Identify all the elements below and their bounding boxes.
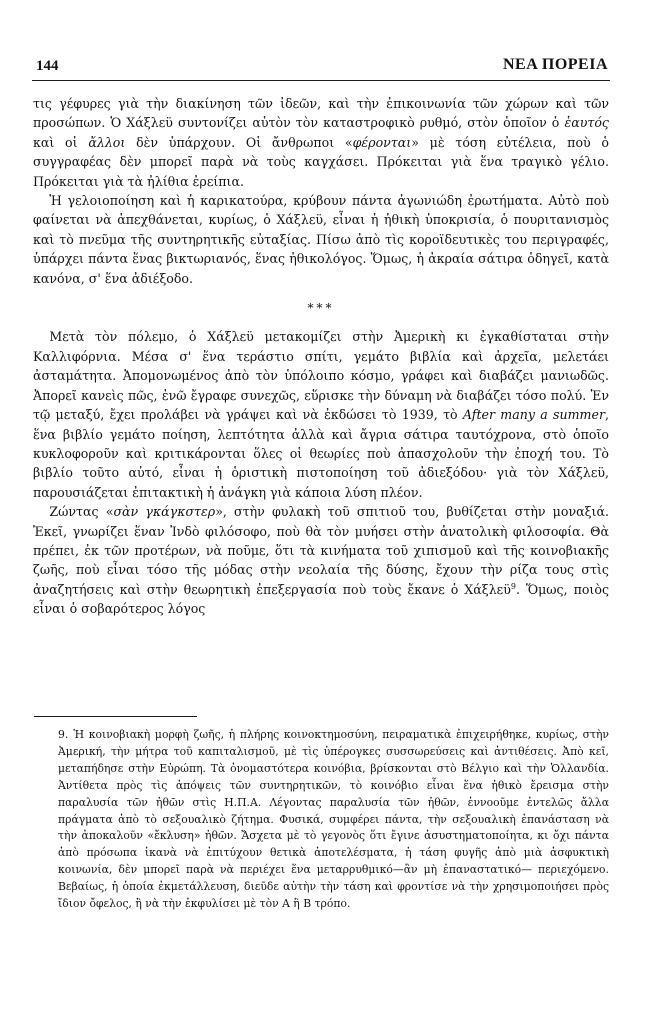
paragraph-text: . Ὅμως, ποιὸς εἶναι ὁ σοβαρότερος λόγος bbox=[33, 581, 609, 617]
paragraph-text: δὲν ὑπάρχουν. Οἱ ἄνθρωποι « bbox=[125, 134, 353, 150]
page-number: 144 bbox=[36, 58, 59, 74]
page-header bbox=[32, 52, 610, 81]
body-text bbox=[33, 94, 609, 619]
book-title: After many a summer bbox=[462, 407, 605, 423]
paragraph-text: », στὴν φυλακὴ τοῦ σπιτιοῦ του, βυθίζεται στὴν μοναξιά. Ἐκεῖ, γνωρίζει ἕναν Ἰνδὸ φιλόσοφο, ποὺ θὰ τὸν μυήσει στὴν ἀνατολικὴ φιλοσοφία. Θὰ πρέπει, ἐκ τῶν προτέρων, νὰ ποῦμε, ὅτι τὰ κινήματα τοῦ χιπισμοῦ καὶ τῆς κοινοβιακῆς ζωῆς, ποὺ εἶναι τόσο τῆς μόδας στὴν νεολαία τῆς δύσης, ἔχουν τὴν ρίζα τους στὶς ἀναζητήσεις καὶ στὴν θεωρητικὴ ἐπεξεργασία ποὺ τοὺς ἔκανε ὁ Χάξλεϋ bbox=[33, 504, 609, 597]
emphasis: ἑαυτός bbox=[564, 115, 609, 131]
paragraph bbox=[33, 94, 609, 191]
emphasis: ἄλλοι bbox=[88, 134, 126, 150]
paragraph-text: Ζώντας « bbox=[49, 504, 114, 520]
section-separator: *** bbox=[307, 301, 335, 316]
footnote-rule bbox=[34, 716, 197, 717]
emphasis: σὰν γκάγκστερ bbox=[113, 504, 216, 520]
emphasis: φέρονται bbox=[352, 134, 412, 150]
paragraph-text: Μετὰ τὸν πόλεμο, ὁ Χάξλεϋ μετακομίζει στὴν Ἀμερικὴ κι ἐγκαθίσταται στὴν Καλλιφόρνια. Μέσα σ' ἕνα τεράστιο σπίτι, γεμάτο βιβλία καὶ ἀρχεῖα, μελετάει ἀσταμάτητα. Ἀπομονωμένος ἀπὸ τὸν ὑπόλοιπο κόσμο, γράφει καὶ διαβάζει μανιωδῶς. Ἀπορεῖ κανεὶς πῶς, ἐνῶ ἔγραφε συνεχῶς, εὕρισκε τὴν δύναμη νὰ διαβάζει τόσο πολύ. Ἐν τῷ μεταξύ, ἔχει προλάβει νὰ γράψει καὶ νὰ ἐκδώσει τὸ 1939, τὸ bbox=[33, 329, 609, 423]
footnote-text: Ἡ κοινοβιακὴ μορφὴ ζωῆς, ἡ πλήρης κοινοκτημοσύνη, πειραματικὰ ἐπιχειρήθηκε, κυρίως, στὴν Ἀμερική, τὴν μήτρα τοῦ καπιταλισμοῦ, μὲ τὶς ὑπέρογκες συσσωρεύσεις καὶ ἀντιθέσεις. Ἀπὸ κεῖ, μεταπήδησε στὴν Εὐρώπη. Τὰ ὀνομαστότερα κοινόβια, βρίσκονται στὸ Βέλγιο καὶ τὴν Ὁλλανδία. Ἀντίθετα πρὸς τὶς ἀπόψεις τῶν συντηρητικῶν, τὸ κοινόβιο εἶναι ἕνα ἠθικὸ ἔρεισμα στὴν παραλυσία τῶν ἠθῶν στὶς Η.Π.Α. Λέγοντας παραλυσία τῶν ἠθῶν, ἐννοοῦμε ἐντελῶς ἄλλα πράγματα ἀπὸ τὸ σεξουαλικὸ ζήτημα. Φυσικά, συμφέρει πάντα, τὴν σεξουαλικὴ ἐπανάσταση νὰ τὴν ἀποκαλοῦν «ἔκλυση» ἠθῶν. Ἄσχετα μὲ τὸ γεγονὸς ὅτι ἔγινε ἀσυστηματοποίητα, κι ὄχι πάντα ἀπὸ πρόσωπα ἱκανὰ νὰ ἐπιτύχουν θετικὰ ἀποτελέσματα, ἡ τάση φυγῆς ἀπὸ μιὰ ἀσφυκτικὴ κοινωνία, δὲν μπορεῖ παρὰ νὰ περιέχει ἕνα μεταρρυθμικό—ἂν μὴ ἐπαναστατικό— περιεχόμενο. Βεβαίως, ἡ ὁποία ἐκμετάλλευση, διεῦδε αὐτὴν τὴν τάση καὶ φροντίσε νὰ τὴν χρησιμοποιήσει πρὸς ἴδιον ὄφελος, ἢ νὰ τὴν ἐκφυλίσει μὲ τὸν Α ἢ Β τρόπο. bbox=[58, 728, 609, 911]
paragraph bbox=[33, 327, 609, 502]
paragraph: Ἡ γελοιοποίηση καὶ ἡ καρικατούρα, κρύβουν πάντα ἀγωνιώδη ἐρωτήματα. Αὐτὸ ποὺ φαίνεται νὰ ἀπεχθάνεται, κυρίως, ὁ Χάξλεϋ, εἶναι ἡ ἠθικὴ ὑποκρισία, ὁ πουριτανισμὸς καὶ τὸ πνεῦμα τῆς συντηρητικῆς εὐταξίας. Πίσω ἀπὸ τὶς κοροϊδευτικὲς του περιγραφές, ὑπάρχει πάντα ἕνας βικτωριανός, ἕνας ἠθικολόγος. Ὅμως, ἡ ἀκραία σάτιρα ὁδηγεῖ, κατὰ κανόνα, σ' ἕνα ἀδιέξοδο. bbox=[33, 193, 609, 286]
footnote bbox=[58, 727, 609, 913]
paragraph-text: , ἕνα βιβλίο γεμάτο ποίηση, λεπτότητα ἀλλὰ καὶ ἄγρια σάτιρα ταυτόχρονα, στὸ ὁποῖο κυκλοφοροῦν καὶ κριτικάρονται ὅλες οἱ θεωρίες ποὺ ἀπασχολοῦν τὴν ἐποχή του. Τὸ βιβλίο τοῦτο αὐτό, εἶναι ἡ ὁριστικὴ πιστοποίηση τοῦ ἀδιεξόδου· γιὰ τὸν Χάξλεϋ, παρουσιάζεται ἐπιτακτικὴ ἡ ἀνάγκη γιὰ κάποια λύση πλέον. bbox=[33, 407, 609, 500]
paragraph-text: τις γέφυρες γιὰ τὴν διακίνηση τῶν ἰδεῶν, καὶ τὴν ἐπικοινωνία τῶν χώρων καὶ τῶν προσώπων. Ὁ Χάξλεϋ συντονίζει αὐτὸν τὸν καταστροφικὸ ρυθμό, στὸν ὁποῖον ὁ bbox=[33, 96, 609, 131]
paragraph bbox=[33, 502, 609, 618]
footnote-marker: 9 bbox=[510, 581, 516, 591]
paragraph-text: » μὲ τόση εὐτέλεια, ποὺ ὁ συγγραφέας δὲν μπορεῖ παρὰ νὰ τοὺς καγχάσει. Πρόκειται γιὰ ἕνα τραγικὸ γέλιο. Πρόκειται γιὰ τὰ ἠλίθια ἐρείπια. bbox=[33, 134, 610, 189]
paragraph-text: καὶ οἱ bbox=[33, 134, 89, 150]
footnote-number: 9. bbox=[58, 728, 69, 741]
running-head: ΝΕΑ ΠΟΡΕΙΑ bbox=[502, 56, 608, 73]
